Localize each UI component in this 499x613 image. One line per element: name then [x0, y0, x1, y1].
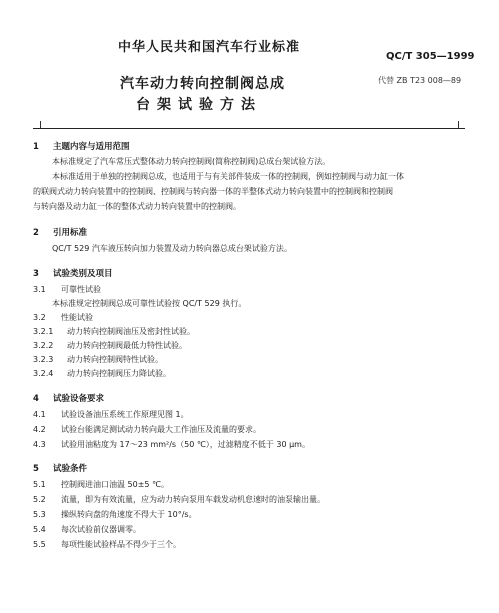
document-title-line2: 台架试验方法	[136, 97, 262, 113]
paragraph: 的联阀式动力转向装置中的控制阀、控制阀与转向器一体的半整体式动力转向装置中的控制阀和控制阀	[33, 187, 393, 196]
paragraph: 本标准规定了汽车常压式整体动力转向控制阀(简称控制阀)总成台架试验方法。	[52, 157, 331, 166]
clause: 3.1 可靠性试验	[33, 285, 101, 294]
clause: 3.2.3 动力转向控制阀特性试验。	[33, 355, 163, 364]
clause: 3.2.4 动力转向控制阀压力降试验。	[33, 369, 171, 378]
paragraph: 与转向器及动力缸一体的整体式动力转向装置中的控制阀。	[33, 202, 241, 211]
paragraph: 本标准规定控制阀总成可靠性试验按 QC/T 529 执行。	[52, 299, 247, 308]
standard-number: QC/T 305—1999	[386, 51, 475, 62]
section-heading: 1 主题内容与适用范围	[33, 142, 130, 152]
clause: 5.5 每项性能试验样品不得少于三个。	[33, 540, 181, 549]
clause: 3.2.1 动力转向控制阀油压及密封性试验。	[33, 327, 195, 336]
clause: 3.2.2 动力转向控制阀最低力特性试验。	[33, 341, 187, 350]
section-heading: 5 试验条件	[33, 464, 88, 474]
clause: 5.4 每次试验前仪器调零。	[33, 525, 141, 534]
clause: 4.2 试验台能满足测试动力转向最大工作油压及流量的要求。	[33, 425, 261, 434]
paragraph: QC/T 529 汽车液压转向加力装置及动力转向器总成台架试验方法。	[52, 244, 292, 253]
paragraph: 本标准适用于单独的控制阀总成，也适用于与有关部件装成一体的控制阀，例如控制阀与动力缸一体	[52, 172, 404, 181]
divider-tick	[40, 121, 41, 128]
clause: 5.1 控制阀进油口油温 50±5 ℃。	[33, 480, 170, 489]
section-heading: 3 试验类别及项目	[33, 269, 113, 279]
section-heading: 2 引用标准	[33, 228, 88, 238]
divider-tick	[458, 121, 459, 128]
clause: 3.2 性能试验	[33, 313, 93, 322]
header-divider	[33, 128, 465, 129]
clause: 4.3 试验用油粘度为 17～23 mm²/s（50 ℃），过滤精度不低于 30 μm。	[33, 440, 310, 449]
issuing-organization: 中华人民共和国汽车行业标准	[118, 40, 301, 55]
clause: 5.3 操纵转向盘的角速度不得大于 10°/s。	[33, 510, 197, 519]
section-heading: 4 试验设备要求	[33, 394, 105, 404]
clause: 5.2 流量，即为有效流量，应为动力转向泵用车载发动机怠速时的油泵输出量。	[33, 495, 325, 504]
clause: 4.1 试验设备油压系统工作原理见图 1。	[33, 410, 189, 419]
document-title-line1: 汽车动力转向控制阀总成	[120, 76, 285, 92]
replaces-standard: 代替 ZB T23 008—89	[378, 76, 462, 85]
